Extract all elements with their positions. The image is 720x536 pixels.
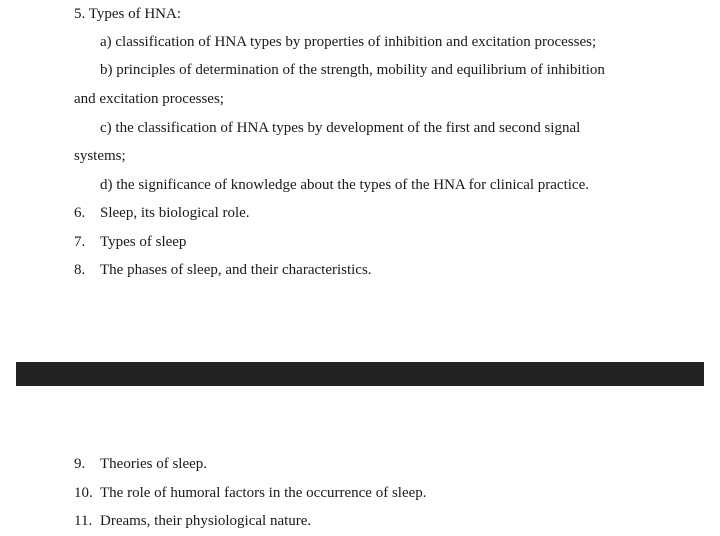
list-item-number: 9. — [74, 456, 86, 472]
list-item-number: 7. — [74, 234, 86, 250]
list-item-9 — [74, 454, 207, 474]
item-5a: a) classification of HNA types by properties of inhibition and excitation processes; — [100, 34, 597, 50]
list-item-number: 11. — [74, 513, 93, 529]
list-item-number: 10. — [74, 485, 93, 501]
item-5b-line1: b) principles of determination of the strength, mobility and equilibrium of inhibition — [100, 62, 605, 78]
list-item-text: The phases of sleep, and their characteristics. — [100, 262, 372, 278]
list-item-number: 8. — [74, 262, 86, 278]
page-divider-bar — [16, 362, 704, 386]
list-item-text: Theories of sleep. — [100, 456, 208, 472]
list-item-10 — [74, 483, 427, 503]
item-5c-line2: systems; — [74, 148, 126, 164]
list-item-11 — [74, 511, 311, 531]
list-item-number: 6. — [74, 205, 86, 221]
list-item-text: Sleep, its biological role. — [100, 205, 250, 221]
item-5-heading: 5. Types of HNA: — [74, 6, 181, 22]
list-item-6 — [74, 203, 250, 223]
item-5c-line1: c) the classification of HNA types by development of the first and second signal — [100, 120, 581, 136]
list-item-text: Dreams, their physiological nature. — [100, 513, 312, 529]
list-item-7 — [74, 232, 186, 252]
list-item-text: Types of sleep — [100, 234, 187, 250]
list-item-8 — [74, 260, 372, 280]
item-5d: d) the significance of knowledge about the types of the HNA for clinical practice. — [100, 177, 589, 193]
list-item-text: The role of humoral factors in the occurrence of sleep. — [100, 485, 427, 501]
item-5b-line2: and excitation processes; — [74, 91, 224, 107]
